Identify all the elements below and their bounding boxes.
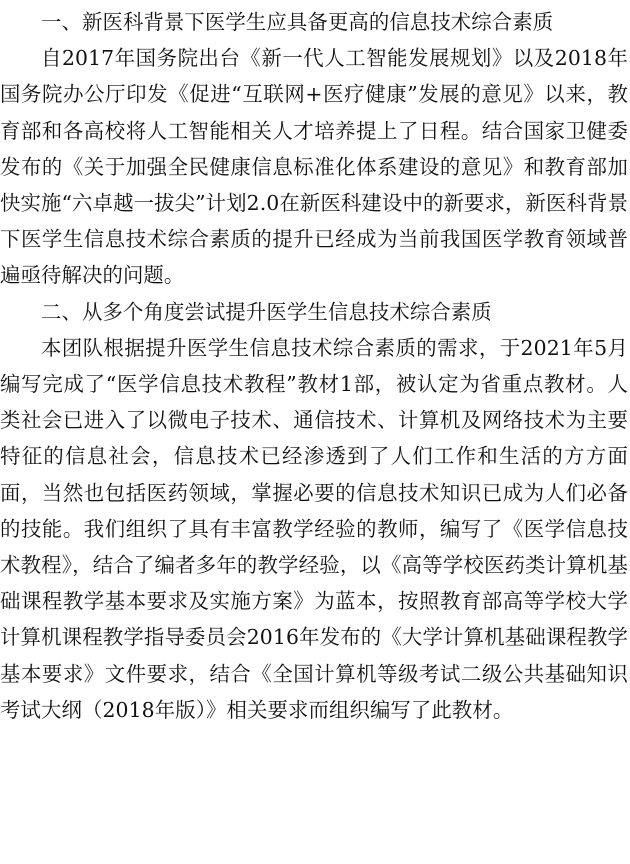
body-paragraph-1: 自2017年国务院出台《新一代人工智能发展规划》以及2018年国务院办公厅印发《促进“互联网+医疗健康”发展的意见》以来，教育部和各高校将人工智能相关人才培养提上了日程。结合国家卫健委发布的《关于加强全民健康信息标准化体系建设的意见》和教育部加快实施“六卓越一拔尖”计划2.0在新医科建设中的新要求，新医科背景下医学生信息技术综合素质的提升已经成为当前我国医学教育领域普遍亟待解决的问题。: [0, 46, 628, 288]
section-heading-2: 二、从多个角度尝试提升医学生信息技术综合素质: [41, 299, 492, 324]
body-paragraph-2: 本团队根据提升医学生信息技术综合素质的需求，于2021年5月编写完成了“医学信息技术教程”教材1部，被认定为省重点教材。人类社会已进入了以微电子技术、通信技术、计算机及网络技术为主要特征的信息社会，信息技术已经渗透到了人们工作和生活的方方面面，当然也包括医药领域，掌握必要的信息技术知识已成为人们必备的技能。我们组织了具有丰富教学经验的教师，编写了《医学信息技术教程》，结合了编者多年的教学经验，以《高等学校医药类计算机基础课程教学基本要求及实施方案》为蓝本，按照教育部高等学校大学计算机课程教学指导委员会2016年发布的《大学计算机基础课程教学基本要求》文件要求，结合《全国计算机等级考试二级公共基础知识考试大纲（2018年版）》相关要求而组织编写了此教材。: [0, 335, 628, 722]
section-heading-1: 一、新医科背景下医学生应具备更高的信息技术综合素质: [41, 10, 554, 34]
